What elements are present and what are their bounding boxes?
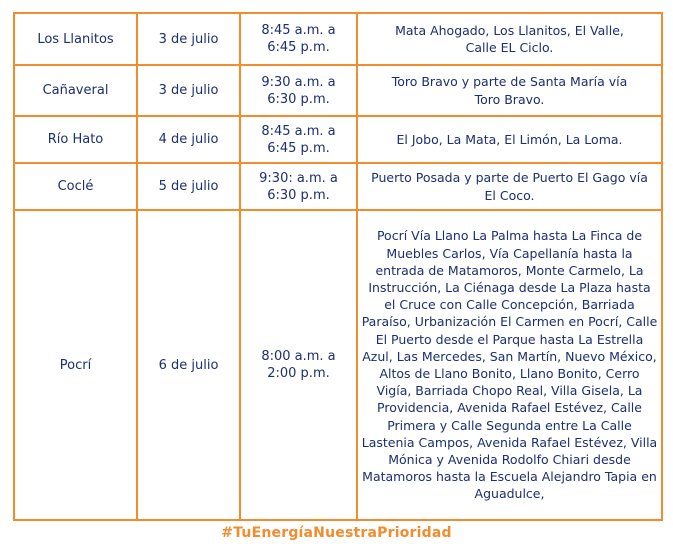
time-start: 9:30: a.m. a (259, 170, 338, 186)
time-end: 6:30 p.m. (267, 91, 330, 107)
area-cell: Pocrí Vía Llano La Palma hasta La Finca de Muebles Carlos, Vía Capellanía hasta la entrada de Matamoros, Monte Carmelo, La Instrucción, La Ciénaga desde La Plaza hasta el Cruce con Calle Concepción, Barriada Paraíso, Urbanización El Carmen en Pocrí, Calle El Puerto desde el Parque hasta La Estrella Azul, Las Mercedes, San Martín, Nuevo México, Altos de Llano Bonito, Llano Bonito, Cerro Vigía, Barriada Chopo Real, Villa Gisela, La Providencia, Avenida Rafael Estévez, Calle Primera y Calle Segunda entre La Calle Lastenia Campos, Avenida Rafael Estévez, Villa Mónica y Avenida Rodolfo Chiari desde Matamoros hasta la Escuela Alejandro Tapia en Aguadulce, (357, 210, 662, 520)
area-cell: Puerto Posada y parte de Puerto El Gago vía El Coco. (357, 163, 662, 210)
place-cell: Coclé (14, 163, 137, 210)
time-cell (240, 116, 357, 163)
time-cell (240, 13, 357, 65)
table-row (14, 13, 662, 65)
date-cell: 3 de julio (137, 65, 240, 116)
time-start: 9:30 a.m. a (261, 74, 336, 90)
place-cell: Los Llanitos (14, 13, 137, 65)
table-row (14, 210, 662, 520)
place-cell: Pocrí (14, 210, 137, 520)
time-end: 6:30 p.m. (267, 187, 330, 203)
table-row (14, 163, 662, 210)
place-cell: Cañaveral (14, 65, 137, 116)
date-cell: 3 de julio (137, 13, 240, 65)
area-cell: Mata Ahogado, Los Llanitos, El Valle, Calle EL Ciclo. (357, 13, 662, 65)
time-start: 8:00 a.m. a (261, 349, 336, 364)
time-start: 8:45 a.m. a (261, 23, 336, 38)
table-row (14, 65, 662, 116)
date-cell: 6 de julio (137, 210, 240, 520)
time-cell (240, 210, 357, 520)
time-cell (240, 65, 357, 116)
time-end: 6:45 p.m. (267, 140, 330, 156)
time-end: 6:45 p.m. (267, 40, 330, 55)
campaign-hashtag: #TuEnergíaNuestraPrioridad (221, 525, 452, 541)
place-cell: Río Hato (14, 116, 137, 163)
time-start: 8:45 a.m. a (261, 123, 336, 139)
table-row (14, 116, 662, 163)
time-cell (240, 163, 357, 210)
time-end: 2:00 p.m. (267, 366, 330, 381)
area-cell: Toro Bravo y parte de Santa María vía Toro Bravo. (357, 65, 662, 116)
area-cell: El Jobo, La Mata, El Limón, La Loma. (357, 116, 662, 163)
date-cell: 5 de julio (137, 163, 240, 210)
outage-schedule-table (13, 12, 663, 521)
date-cell: 4 de julio (137, 116, 240, 163)
